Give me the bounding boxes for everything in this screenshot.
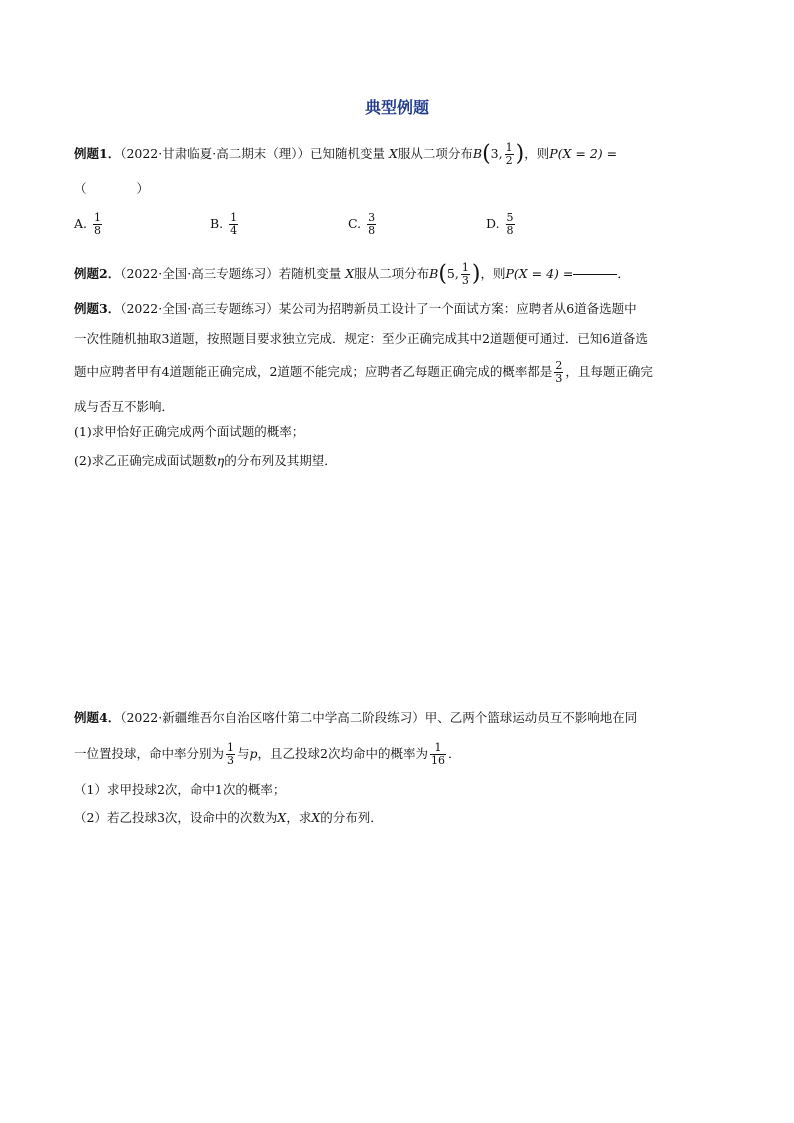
random-variable: X: [311, 810, 321, 825]
example-1-text: ，则: [524, 146, 550, 161]
binomial-p-fraction: $\frac{1}{3}$: [461, 261, 469, 287]
probability-fraction: $\frac{1}{16}$: [431, 741, 446, 767]
example-3-line-3: [74, 360, 653, 385]
example-1-stem: 例题1．（2022·甘肃临夏·高二期末（理））已知随机变量 X服从二项分布B(3, $\frac{1}{2}$ )，则P(X = 2) =: [74, 141, 618, 167]
binomial-symbol: B: [472, 146, 483, 161]
example-3-text: ，且每题正确完: [565, 364, 653, 379]
example-3-text: 某公司为招聘新员工设计了一个面试方案：应聘者从6道备选题中: [278, 301, 637, 316]
probability-fraction: $\frac{1}{3}$: [227, 741, 235, 767]
random-variable: X: [345, 266, 355, 281]
example-3-question-1: (1)求甲恰好正确完成两个面试题的概率；: [74, 424, 305, 439]
binomial-symbol: B: [429, 266, 439, 281]
paren-open: (: [438, 261, 447, 287]
example-4-text: 甲、乙两个篮球运动员互不影响地在同: [424, 710, 638, 725]
option-a[interactable]: A. $\frac{1}{8}$: [74, 211, 101, 237]
example-2-label: 例题2．: [74, 266, 121, 281]
binomial-n: 3: [490, 146, 499, 161]
probability-fraction: $\frac{2}{3}$: [555, 359, 563, 385]
page-title: 典型例题: [364, 98, 429, 117]
example-4-line-1: [74, 709, 637, 727]
example-3-label: 例题3．: [74, 301, 121, 316]
answer-paren: （ ）: [74, 181, 150, 196]
variable-eta: η: [216, 453, 225, 468]
example-1-text: 服从二项分布: [397, 146, 473, 161]
probability-expression: P(X = 4) =: [505, 266, 574, 281]
probability-expression: P(X = 2) =: [549, 146, 618, 161]
example-4-question-2: （2）若乙投球3次，设命中的次数为X，求X的分布列．: [74, 810, 383, 825]
paren-open: (: [482, 141, 491, 167]
option-b[interactable]: B. $\frac{1}{4}$: [210, 211, 238, 237]
example-3-line-1: [74, 300, 637, 318]
paren-close: ): [471, 261, 481, 287]
example-2-text: ．: [617, 266, 630, 281]
example-3-question-2: (2)求乙正确完成面试题数η的分布列及其期望．: [74, 453, 337, 468]
example-1-text: 已知随机变量: [309, 146, 385, 161]
example-1-label: 例题1．: [74, 146, 121, 161]
example-3-text: 题中应聘者甲有4道题能正确完成，2道题不能完成；应聘者乙每题正确完成的概率都是: [74, 364, 553, 379]
example-4-question-1: （1）求甲投球2次，命中1次的概率；: [74, 782, 286, 797]
example-2-text: ，则: [480, 266, 506, 281]
example-2-stem: 例题2．（2022·全国·高三专题练习）若随机变量 X服从二项分布B(5, $\frac{1}{3}$ )，则P(X = 4) = ．: [74, 261, 630, 287]
paren-close: ): [515, 141, 525, 167]
example-3-line-2: 一次性随机抽取3道题，按照题目要求独立完成．规定：至少正确完成其中2道题便可通过．已知6道备选: [74, 331, 648, 346]
example-3-source: （2022·全国·高三专题练习）: [120, 301, 279, 316]
binomial-p-fraction: $\frac{1}{2}$: [505, 141, 513, 167]
example-4-line-2: 一位置投球，命中率分别为 $\frac{1}{3}$ 与p，且乙投球2次均命中的概率为 $\frac{1}{16}$ ．: [74, 741, 461, 767]
example-1-source: （2022·甘肃临夏·高二期末（理））: [120, 146, 310, 161]
example-3-line-4: 成与否互不影响．: [74, 399, 175, 414]
example-2-text: 服从二项分布: [354, 266, 430, 281]
binomial-n: 5: [446, 266, 455, 281]
example-4-label: 例题4．: [74, 710, 121, 725]
example-4-source: （2022·新疆维吾尔自治区喀什第二中学高二阶段练习）: [120, 710, 425, 725]
variable-p: p: [249, 746, 258, 761]
answer-blank[interactable]: [573, 274, 617, 275]
random-variable: X: [388, 146, 398, 161]
example-2-text: 若随机变量: [278, 266, 342, 281]
option-d[interactable]: D. $\frac{5}{8}$: [486, 211, 514, 237]
random-variable: X: [277, 810, 287, 825]
example-2-source: （2022·全国·高三专题练习）: [120, 266, 279, 281]
option-c[interactable]: C. $\frac{3}{8}$: [348, 211, 376, 237]
